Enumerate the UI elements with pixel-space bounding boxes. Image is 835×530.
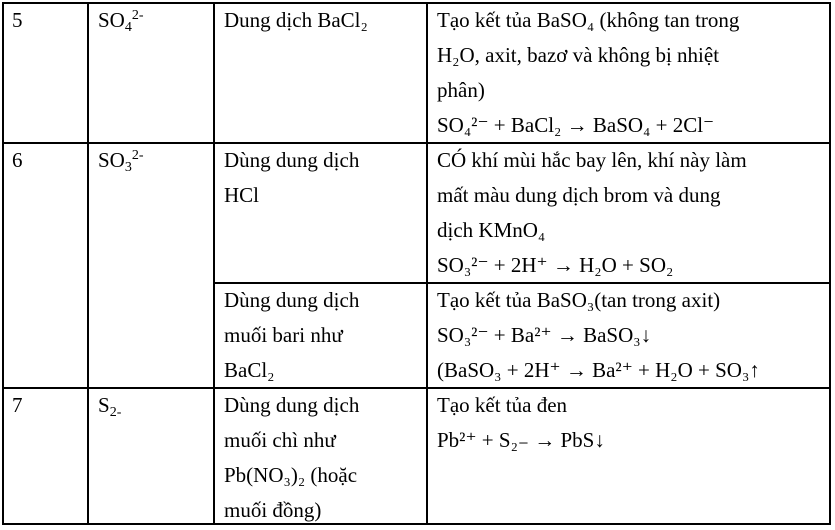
- reagent-line: BaCl₂: [224, 358, 275, 382]
- reagent-line: Dùng dung dịch: [224, 288, 360, 312]
- column-divider: [426, 2, 428, 525]
- phenomenon-line: Tạo kết tủa đen: [437, 393, 568, 417]
- phenomenon-line: dịch KMnO₄: [437, 218, 546, 242]
- ion-subscript: 2-: [109, 405, 122, 420]
- ion-formula: [98, 3, 144, 38]
- reaction-equation: SO₃²⁻ + Ba²⁺ → BaSO₃↓: [437, 323, 652, 347]
- reaction-equation: SO₃²⁻ + 2H⁺ → H₂O + SO₂: [437, 253, 674, 277]
- reagent-cell: [224, 3, 368, 38]
- phenomenon-line: H₂O, axit, bazơ và không bị nhiệt: [437, 43, 720, 67]
- ion-identification-table: [2, 2, 831, 525]
- reagent-line: Dung dịch BaCl₂: [224, 8, 368, 32]
- ion-base: SO: [98, 148, 125, 172]
- ion-subscript: 3: [124, 160, 132, 175]
- ion-subscript: 4: [124, 20, 132, 35]
- ion-formula: [98, 388, 121, 423]
- row-number: 7: [12, 393, 23, 417]
- phenomenon-line: phân): [437, 78, 485, 102]
- table-border-left: [2, 2, 4, 525]
- column-divider: [87, 2, 89, 525]
- phenomenon-cell: [437, 3, 739, 143]
- reaction-equation: (BaSO₃ + 2H⁺ → Ba²⁺ + H₂O + SO₃↑: [437, 358, 760, 382]
- phenomenon-cell: [437, 388, 605, 458]
- reagent-cell: [224, 143, 359, 213]
- table-border-right: [829, 2, 831, 525]
- reagent-line: Dùng dung dịch: [224, 148, 360, 172]
- row-number: 5: [12, 8, 23, 32]
- phenomenon-line: CÓ khí mùi hắc bay lên, khí này làm: [437, 148, 747, 172]
- column-divider: [213, 2, 215, 525]
- reagent-line: muối chì như: [224, 428, 336, 452]
- phenomenon-cell: [437, 143, 747, 283]
- row-number: 6: [12, 148, 23, 172]
- ion-base: SO: [98, 8, 125, 32]
- reagent-line: HCl: [224, 183, 260, 207]
- reagent-line: Pb(NO₃)₂ (hoặc: [224, 463, 358, 487]
- reagent-line: muối đồng): [224, 498, 322, 522]
- reagent-cell: [224, 388, 359, 528]
- ion-base: S: [98, 393, 110, 417]
- reagent-line: Dùng dung dịch: [224, 393, 360, 417]
- ion-charge: 2-: [131, 8, 144, 23]
- ion-charge: 2-: [131, 148, 144, 163]
- phenomenon-line: mất màu dung dịch brom và dung: [437, 183, 721, 207]
- phenomenon-line: Tạo kết tủa BaSO₃(tan trong axit): [437, 288, 721, 312]
- reaction-equation: Pb²⁺ + S₂₋ → PbS↓: [437, 428, 605, 452]
- phenomenon-cell: [437, 283, 760, 388]
- reagent-line: muối bari như: [224, 323, 343, 347]
- ion-formula: [98, 143, 144, 178]
- reaction-equation: SO₄²⁻ + BaCl₂ → BaSO₄ + 2Cl⁻: [437, 113, 715, 137]
- phenomenon-line: Tạo kết tủa BaSO₄ (không tan trong: [437, 8, 740, 32]
- reagent-cell: [224, 283, 359, 388]
- table-border-bottom: [2, 523, 831, 525]
